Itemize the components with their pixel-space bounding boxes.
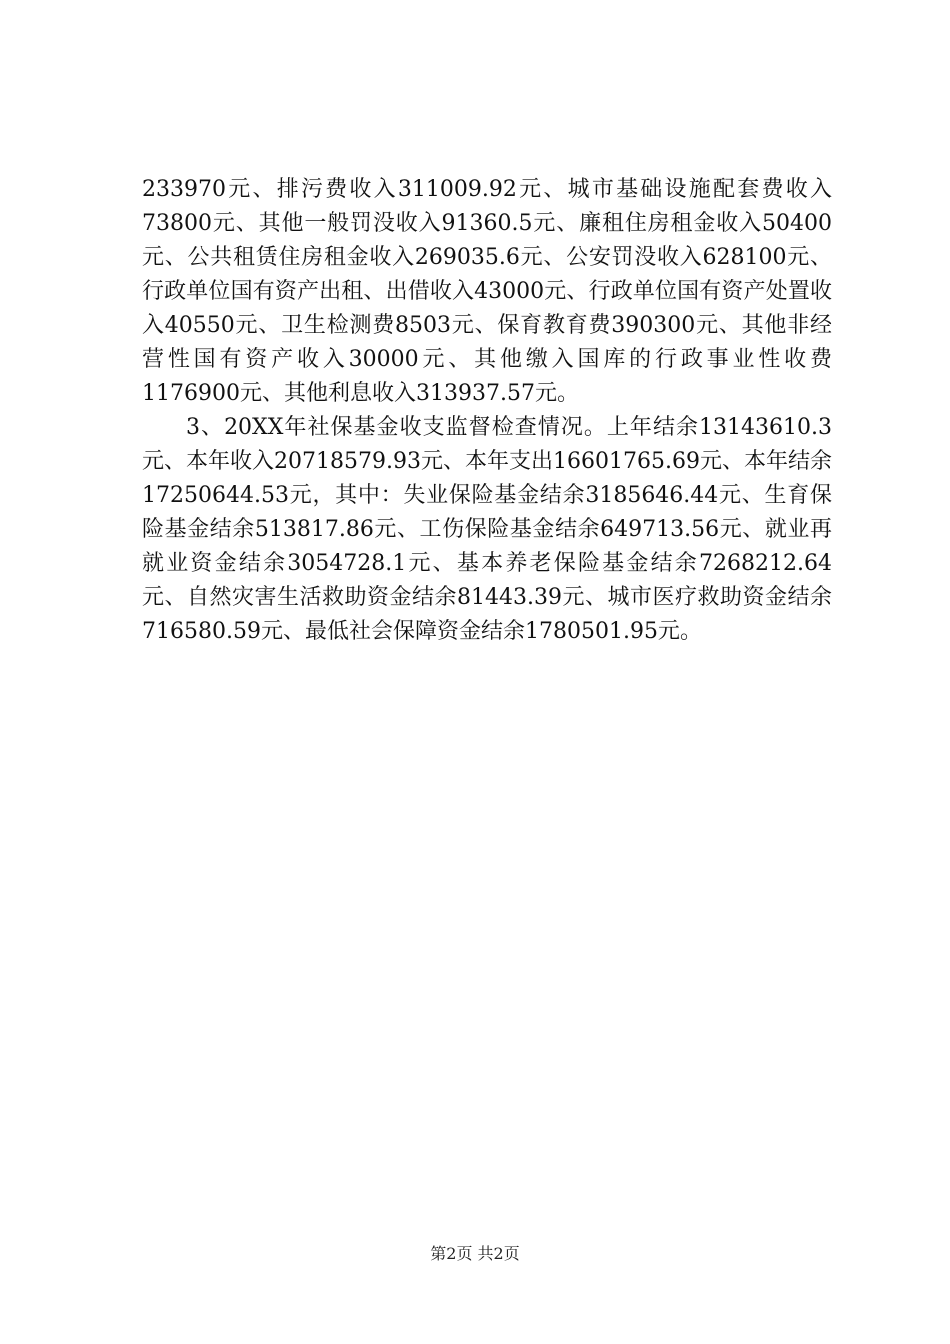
paragraph-social-security-fund: 3、20XX年社保基金收支监督检查情况。上年结余13143610.3元、本年收入20718579.93元、本年支出16601765.69元、本年结余17250644.53元，其中：失业保险基金结余3185646.44元、生育保险基金结余513817.86元、工伤保险基金结余649713.56元、就业再就业资金结余3054728.1元、基本养老保险基金结余7268212.64元、自然灾害生活救助资金结余81443.39元、城市医疗救助资金结余716580.59元、最低社会保障资金结余1780501.95元。 <box>142 415 832 644</box>
paragraph-income-continued: 233970元、排污费收入311009.92元、城市基础设施配套费收入73800元、其他一般罚没收入91360.5元、廉租住房租金收入50400元、公共租赁住房租金收入269035.6元、公安罚没收入628100元、行政单位国有资产出租、出借收入43000元、行政单位国有资产处置收入40550元、卫生检测费8503元、保育教育费390300元、其他非经营性国有资产收入30000元、其他缴入国库的行政事业性收费1176900元、其他利息收入313937.57元。 <box>142 177 832 406</box>
page-footer: 第2页 共2页 <box>430 1244 520 1263</box>
body-text <box>142 173 832 649</box>
